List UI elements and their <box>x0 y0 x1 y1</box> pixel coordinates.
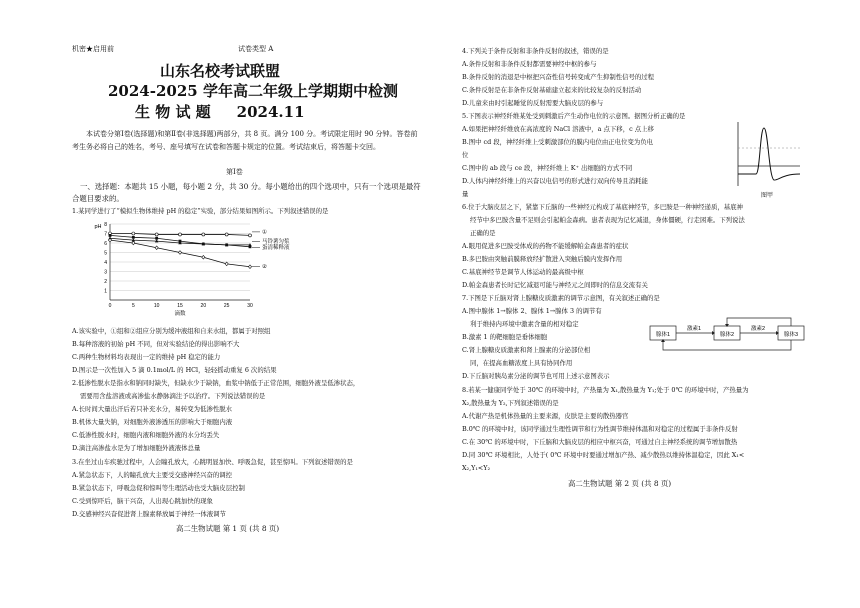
x-tick-label: 30 <box>247 303 253 309</box>
gland-regulation-diagram <box>648 314 808 354</box>
subject-title <box>135 101 305 122</box>
y-tick-label: 6 <box>104 241 107 247</box>
y-tick-label: 2 <box>104 279 107 285</box>
q3-option-a: A.紧急状态下，人的瞳孔放大主要受交感神经兴奋的调控 <box>72 471 233 479</box>
q7-option-a-cont: 利于维持内环境中激素含量的相对稳定 <box>470 320 579 328</box>
data-point <box>178 251 181 255</box>
series-label-3: 蛋清稀释液 <box>262 244 290 251</box>
confidential-label: 机密★启用前 <box>72 45 114 53</box>
q1-option-c: C.两种生物材料均表现出一定的维持 pH 稳定的能力 <box>72 353 221 361</box>
x-tick-label: 20 <box>200 303 207 309</box>
footer-page-2: 高二生物试题 第 2 页 (共 8 页) <box>568 479 672 488</box>
q7-option-b: B.激素 1 的靶细胞是垂体细胞 <box>462 333 548 341</box>
data-point <box>132 241 135 245</box>
data-point <box>248 265 251 269</box>
q2-stem-line2: 需要用含盐溶液或高渗盐水静脉滴注予以治疗。下列说法错误的是 <box>80 392 266 400</box>
q5-option-c: C.图中的 ab 段与 ce 段，神经纤维上 K⁺ 出细胞的方式不同 <box>462 164 633 172</box>
x-tick-label: 15 <box>177 303 183 309</box>
y-tick-label: 1 <box>104 288 107 295</box>
data-point <box>179 233 182 236</box>
gland1-label: 腺体1 <box>655 332 671 338</box>
figure-jia-label: 图甲 <box>760 193 774 199</box>
action-potential-figure <box>730 118 804 200</box>
data-point <box>155 233 158 236</box>
paper-type-label: 试卷类型 A <box>238 45 274 53</box>
subject-name: 生 物 试 题 <box>135 103 211 121</box>
data-point <box>132 236 135 239</box>
y-tick-label: 4 <box>104 260 107 266</box>
q6-option-c: C.基底神经节是调节人体运动的最高级中枢 <box>462 268 584 276</box>
data-point <box>249 234 252 237</box>
q7-option-c-cont: 同，在提高血糖浓度上具有协同作用 <box>470 359 573 367</box>
q3-option-c: C.受到惊吓后，脑干兴奋，人出现心跳加快的现象 <box>72 497 213 505</box>
q7-stem: 7.下图是下丘脑对肾上腺糖皮质激素的调节示意图，有关叙述正确的是 <box>462 294 660 302</box>
x-tick-label: 0 <box>108 303 112 309</box>
exam-date: 2024.11 <box>236 103 305 121</box>
q2-option-b: B.机体大量失钠，对细胞外液渗透压的影响大于细胞内液 <box>72 418 233 426</box>
x-tick-label: 10 <box>153 303 160 309</box>
hormone2-label: 激素2 <box>750 326 766 332</box>
q7-option-d: D.下丘脑对胰岛素分泌的调节也可用上述示意图表示 <box>462 372 610 380</box>
q1-stem: 1.某同学进行了“模拟生物体维持 pH 的稳定”实验，部分结果如图所示。下列叙述错误的是 <box>72 207 329 215</box>
q5-option-a: A.如果把神经纤维放在高浓度的 NaCl 溶液中，a 点下移，c 点上移 <box>462 125 654 133</box>
org-title: 山东名校考试联盟 <box>160 62 281 80</box>
exam-instructions: 本试卷分第Ⅰ卷(选择题)和第Ⅱ卷(非选择题)两部分，共 8 页。满分 100 分。考试限定用时 90 分钟。答卷前考生务必将自己的姓名，考号、座号填写在试卷和答题卡规定的位置。考试结束后，将答题卡交回。 <box>72 130 418 151</box>
data-point <box>155 237 158 240</box>
q8-option-c: C.在 30℃ 的环境中时，下丘脑和大脑皮层的相应中枢兴奋，可通过自主神经系统的调节增加散热 <box>462 438 738 446</box>
q6-stem-line1: 6.位于大脑皮层之下，紧靠下丘脑的一些神经元构成了基底神经节，多巴胺是一种神经递质，基底神 <box>462 203 743 211</box>
q4-option-d: D.儿童来由时引起睡觉的反射需要大脑皮层的参与 <box>462 99 604 107</box>
q8-stem-line2: X₂,散热量为 Y₂,下列叙述错误的是 <box>462 399 559 407</box>
q4-option-a: A.条件反射和非条件反射都需要神经中枢的参与 <box>462 60 597 68</box>
y-tick-label: 8 <box>104 222 107 228</box>
data-point <box>225 262 228 266</box>
q6-option-b: B.多巴胺由突触前膜释放经扩散进入突触后膜内发挥作用 <box>462 255 623 263</box>
series-label-2: 马铃薯匀浆 <box>262 238 290 245</box>
q3-option-b: B.紧急状态下，呼吸急促和惊叫等生理活动也受大脑皮层控制 <box>72 484 245 492</box>
q2-option-a: A.长时间大量出汗后若只补充水分，易转变为低渗性脱水 <box>72 405 233 413</box>
gland3-label: 腺体3 <box>783 332 799 338</box>
q2-stem-line1: 2.低渗性脱水是指水和钠同时缺失，但缺水少于缺钠，血浆中钠低于正常范围，细胞外液呈低渗状态， <box>72 379 360 387</box>
q6-option-d: D.帕金森患者长时记忆减退可能与神经元之间即时的信息交流有关 <box>462 281 648 289</box>
footer-page-1: 高二生物试题 第 1 页 (共 8 页) <box>176 524 280 533</box>
q5-option-b-cont: 位 <box>462 151 469 159</box>
data-point <box>109 234 112 237</box>
q5-option-d-cont: 量 <box>462 190 469 198</box>
q5-option-b: B.图中 cd 段，神经纤维上受刺激部位的膜内电位由正电位变为负电 <box>462 138 654 146</box>
q4-option-c: C.条件反射是在非条件反射基础建立起来的比较复杂的反射活动 <box>462 86 642 94</box>
q6-stem-line3: 正确的是 <box>470 229 496 237</box>
data-point <box>202 233 205 236</box>
ph-line-chart <box>92 218 312 320</box>
q4-option-b: B.条件反射的消退是中枢把兴奋性信号转变成产生抑制性信号的过程 <box>462 73 655 81</box>
q1-option-d: D.图示是一次性加入 5 滴 0.1mol/L 的 HCl，轻轻摇动重复 6 次的结果 <box>72 366 277 374</box>
exam-title: 2024-2025 学年高二年级上学期期中检测 <box>108 82 398 100</box>
q8-option-a: A.代谢产热是机体热量的主要来源，皮肤是主要的散热器官 <box>462 412 629 420</box>
q3-option-d: D.交感神经兴奋促进肾上腺素释放属于神经一体液调节 <box>72 510 226 518</box>
q7-option-c: C.肾上腺糖皮质激素和肾上腺素的分泌部位相 <box>462 346 591 354</box>
y-axis-label: pH <box>94 224 102 230</box>
x-tick-label: 5 <box>131 303 135 309</box>
q8-option-b: B.0℃ 的环境中时，该同学通过生理性调节和行为性调节维持体温和对稳定的过程属于非条件反射 <box>462 425 738 433</box>
y-tick-label: 3 <box>104 269 107 276</box>
q5-stem: 5.下图表示神经纤维某处受到刺激后产生动作电位的示意图。据图分析正确的是 <box>462 112 686 120</box>
data-point <box>225 233 228 236</box>
data-point <box>155 246 158 250</box>
q6-option-a: A.眼用促进多巴胺受体成的药物不能缓解帕金森患者的症状 <box>462 242 629 250</box>
volume-heading: 第Ⅰ卷 <box>226 168 243 176</box>
data-point <box>202 255 205 259</box>
section-instructions: 一、选择题：本题共 15 小题，每小题 2 分，共 30 分。每小题给出的四个选项中，只有一个选项是最符合题目要求的。 <box>72 182 421 203</box>
q2-option-d: D.滴注高渗盐水是为了增加细胞外液液体总量 <box>72 444 201 452</box>
q6-stem-line2: 经节中多巴胺含量不足则会引起帕金森病。患者表现为记忆减退，身体僵硬，行走困难。下列说法 <box>470 216 745 224</box>
data-point <box>132 232 135 235</box>
q7-option-a: A.图中腺体 1→腺体 2、腺体 1→腺体 3 的调节有 <box>462 307 602 315</box>
q5-option-d: D.人体内神经纤维上的兴奋以电信号的形式进行双向传导且消耗能 <box>462 177 648 185</box>
q4-stem: 4.下列关于条件反射和非条件反射的叙述，错误的是 <box>462 47 609 55</box>
hormone1-label: 激素1 <box>686 326 702 332</box>
q2-option-c: C.低渗性脱水时，细胞内液和细胞外液的水分均丢失 <box>72 431 220 439</box>
q1-option-a: A.该实验中，①组和②组应分别为缓冲液组和自来水组，都属于对照组 <box>72 327 271 335</box>
q8-option-d-cont: X₂,Y₁<Y₂ <box>462 464 491 472</box>
x-tick-label: 25 <box>223 303 230 309</box>
q3-stem: 3.在坐过山车疾驰过程中，人会瞳孔放大，心跳明显加快、呼吸急促，甚至惊叫。下列叙述错误的是 <box>72 458 353 466</box>
gland2-label: 腺体2 <box>719 332 735 338</box>
y-tick-label: 7 <box>104 231 107 238</box>
series-label-1: ① <box>262 229 267 236</box>
q1-option-b: B.每种溶液的初始 pH 不同，但对实验结论的得出影响不大 <box>72 340 240 348</box>
x-axis-label: 滴数 <box>174 311 186 317</box>
q8-option-d: D.同 30℃ 环境相比，人处于( 0℃ 环境中时要通过增加产热、减少散热以维持体温稳定，因此 X₁< <box>462 451 745 459</box>
q8-stem-line1: 8.若某一健康同学处于 30℃ 的环境中时，产热量为 X₁,散热量为 Y₁;处于 0℃ 的环境中时，产热量为 <box>462 386 749 394</box>
series-label-4: ② <box>262 263 267 270</box>
y-tick-label: 5 <box>104 250 107 257</box>
